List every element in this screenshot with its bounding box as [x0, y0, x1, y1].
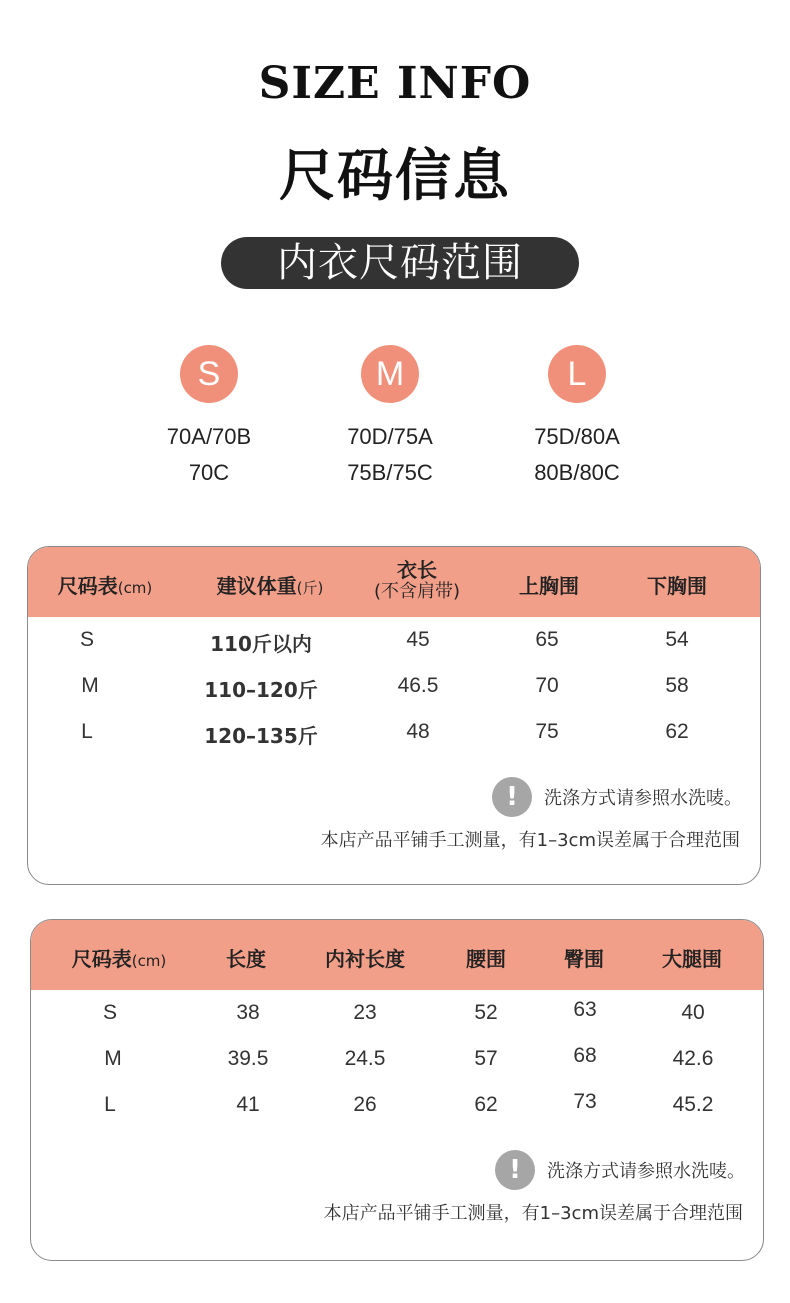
bra-size-m: [300, 345, 480, 491]
bra-size-l: [487, 345, 667, 491]
table-cell: L: [81, 720, 93, 743]
header-size: 尺码表(cm): [71, 947, 167, 971]
table-cell: 46.5: [397, 674, 439, 697]
section-pill: 内衣尺码范围: [221, 237, 579, 289]
table-cell: 23: [353, 1001, 377, 1024]
table-cell: 45.2: [672, 1093, 714, 1116]
table-cell: 110–120斤: [204, 678, 318, 702]
table-cell: 62: [474, 1093, 498, 1116]
measure-note: 本店产品平铺手工测量，有1–3cm误差属于合理范围: [323, 1203, 743, 1224]
table-cell: L: [104, 1093, 116, 1116]
table-cell: M: [104, 1047, 122, 1070]
exclamation-icon: !: [492, 777, 532, 817]
size-circle-l: L: [548, 345, 606, 403]
table-cell: 42.6: [672, 1047, 714, 1070]
table-cell: 54: [665, 628, 689, 651]
table-cell: 70: [535, 674, 559, 697]
bottom-table-header: [31, 920, 763, 990]
title-en: SIZE INFO: [258, 58, 532, 109]
bra-size-l-line1: 75D/80A: [534, 424, 620, 449]
table-cell: 62: [665, 720, 689, 743]
bra-size-s: [119, 345, 299, 491]
bottom-size-table: [30, 919, 764, 1261]
header-hip: 臀围: [564, 947, 604, 971]
size-circle-m: M: [361, 345, 419, 403]
table-cell: 68: [573, 1044, 597, 1067]
top-table-header: [28, 547, 760, 617]
table-cell: 65: [535, 628, 559, 651]
header-weight: 建议体重(斤): [216, 574, 324, 598]
table-cell: 52: [474, 1001, 498, 1024]
table-cell: 24.5: [344, 1047, 386, 1070]
table-cell: 73: [573, 1090, 597, 1113]
header-upper-bust: 上胸围: [519, 574, 579, 598]
title-cn: 尺码信息: [279, 144, 511, 209]
bra-size-m-line2: 75B/75C: [347, 460, 433, 485]
header-length: 衣长 (不含肩带): [373, 558, 461, 602]
table-cell: 120–135斤: [204, 724, 318, 748]
bra-size-l-line2: 80B/80C: [534, 460, 620, 485]
bra-size-m-line1: 70D/75A: [347, 424, 433, 449]
table-cell: 26: [353, 1093, 377, 1116]
table-cell: 75: [535, 720, 559, 743]
table-cell: 57: [474, 1047, 498, 1070]
header-length: 长度: [226, 947, 266, 971]
top-size-table: [27, 546, 761, 885]
header-under-bust: 下胸围: [647, 574, 707, 598]
bra-size-s-line1: 70A/70B: [166, 424, 252, 449]
wash-note-text: 洗涤方式请参照水洗唛。: [547, 1161, 745, 1182]
table-cell: 48: [406, 720, 430, 743]
header-thigh: 大腿围: [662, 947, 722, 971]
table-cell: S: [102, 1001, 118, 1024]
size-circle-s: S: [180, 345, 238, 403]
table-cell: S: [79, 628, 95, 651]
exclamation-icon: !: [495, 1150, 535, 1190]
table-cell: 40: [681, 1001, 705, 1024]
table-cell: 45: [406, 628, 430, 651]
table-cell: 63: [573, 998, 597, 1021]
measure-note: 本店产品平铺手工测量，有1–3cm误差属于合理范围: [320, 830, 740, 851]
table-cell: 110斤以内: [210, 632, 312, 656]
table-cell: 39.5: [227, 1047, 269, 1070]
header-size: 尺码表(cm): [57, 574, 153, 598]
wash-note: [492, 777, 742, 817]
table-cell: 38: [236, 1001, 260, 1024]
header-lining-length: 内衬长度: [325, 947, 405, 971]
table-cell: M: [81, 674, 99, 697]
table-cell: 41: [236, 1093, 260, 1116]
bra-size-s-line2: 70C: [188, 460, 230, 485]
wash-note: [495, 1150, 745, 1190]
table-cell: 58: [665, 674, 689, 697]
header-waist: 腰围: [466, 947, 506, 971]
wash-note-text: 洗涤方式请参照水洗唛。: [544, 788, 742, 809]
